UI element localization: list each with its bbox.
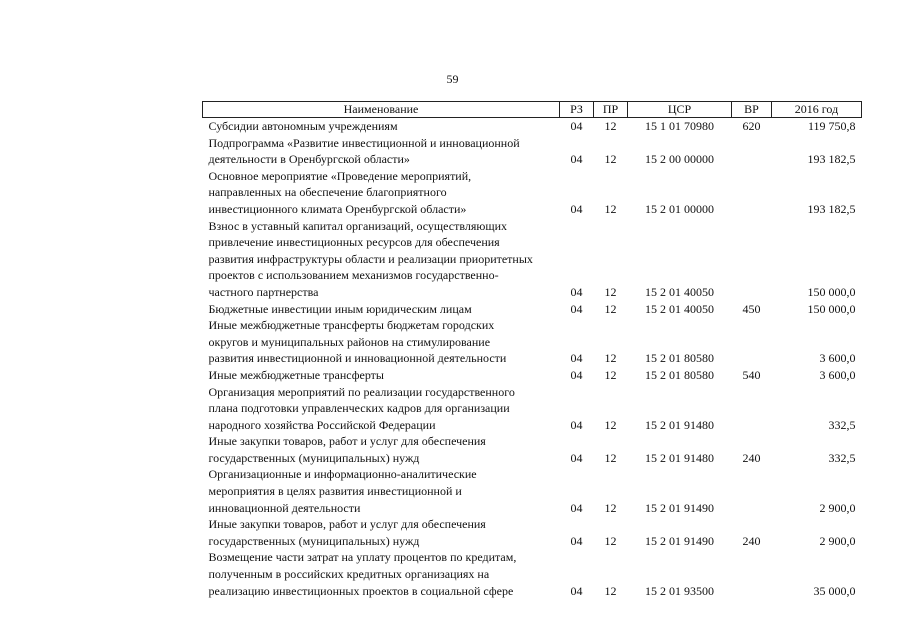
row-amount: 193 182,5 bbox=[807, 152, 856, 167]
row-name-line: государственных (муниципальных) нужд bbox=[208, 533, 420, 548]
row-amount: 35 000,0 bbox=[813, 583, 856, 598]
row-rz: 04 bbox=[570, 201, 583, 216]
row-name-line: полученным в российских кредитных организациях на bbox=[208, 567, 490, 582]
row-rz: 04 bbox=[570, 152, 583, 167]
table-row bbox=[203, 516, 862, 549]
row-name-line: частного партнерства bbox=[208, 284, 319, 299]
row-name-line: Иные закупки товаров, работ и услуг для обеспечения bbox=[208, 434, 486, 449]
row-amount: 2 900,0 bbox=[819, 533, 856, 548]
row-rz: 04 bbox=[570, 284, 583, 299]
row-amount: 3 600,0 bbox=[819, 351, 856, 366]
row-name-line: Иные межбюджетные трансферты бюджетам городских bbox=[208, 318, 495, 333]
row-name bbox=[203, 466, 560, 516]
row-amount: 119 750,8 bbox=[807, 119, 856, 133]
row-csr: 15 2 01 40050 bbox=[645, 301, 714, 316]
row-name-line: Организационные и информационно-аналитические bbox=[208, 467, 477, 482]
row-rz: 04 bbox=[570, 583, 583, 598]
page-number: 59 bbox=[446, 72, 459, 86]
row-vr: 450 bbox=[742, 301, 761, 316]
row-name-line: Иные закупки товаров, работ и услуг для обеспечения bbox=[208, 517, 486, 532]
row-name bbox=[203, 317, 560, 367]
table-row bbox=[203, 433, 862, 466]
table-row bbox=[203, 135, 862, 168]
row-csr: 15 2 01 91480 bbox=[645, 450, 714, 465]
row-vr: 240 bbox=[742, 533, 761, 548]
row-rz: 04 bbox=[570, 351, 583, 366]
row-name bbox=[203, 367, 560, 384]
row-vr: 620 bbox=[742, 119, 761, 133]
row-name-line: Субсидии автономным учреждениям bbox=[208, 119, 398, 133]
row-name bbox=[203, 135, 560, 168]
row-amount: 193 182,5 bbox=[807, 201, 856, 216]
row-rz: 04 bbox=[570, 119, 583, 133]
row-rz: 04 bbox=[570, 301, 583, 316]
row-csr: 15 2 01 91480 bbox=[645, 417, 714, 432]
row-name bbox=[203, 168, 560, 218]
row-pr: 12 bbox=[604, 351, 617, 366]
row-name-line: развития инфраструктуры области и реализации приоритетных bbox=[208, 251, 533, 266]
row-pr: 12 bbox=[604, 367, 617, 382]
row-rz: 04 bbox=[570, 417, 583, 432]
table-row bbox=[203, 168, 862, 218]
row-name-line: Возмещение части затрат на уплату процентов по кредитам, bbox=[208, 550, 517, 565]
row-amount: 332,5 bbox=[828, 450, 856, 465]
header-pr: ПР bbox=[594, 102, 628, 118]
row-name-line: инновационной деятельности bbox=[208, 500, 361, 515]
row-rz: 04 bbox=[570, 367, 583, 382]
row-name bbox=[203, 384, 560, 434]
row-name bbox=[203, 218, 560, 301]
row-amount: 150 000,0 bbox=[807, 284, 856, 299]
row-name bbox=[203, 516, 560, 549]
row-name bbox=[203, 433, 560, 466]
table-body bbox=[203, 118, 862, 600]
table-header bbox=[203, 102, 862, 118]
row-name bbox=[203, 549, 560, 599]
row-vr bbox=[732, 218, 772, 301]
row-amount: 2 900,0 bbox=[819, 500, 856, 515]
row-name-line: Организация мероприятий по реализации государственного bbox=[208, 384, 515, 399]
row-name-line: мероприятия в целях развития инвестиционной и bbox=[208, 484, 462, 499]
row-csr: 15 2 01 80580 bbox=[645, 351, 714, 366]
row-vr bbox=[732, 135, 772, 168]
row-csr: 15 2 01 00000 bbox=[645, 201, 714, 216]
row-pr: 12 bbox=[604, 152, 617, 167]
table-row bbox=[203, 466, 862, 516]
row-name-line: плана подготовки управленческих кадров для организации bbox=[208, 401, 510, 416]
table-row bbox=[203, 218, 862, 301]
row-name-line: народного хозяйства Российской Федерации bbox=[208, 417, 436, 432]
row-vr bbox=[732, 549, 772, 599]
row-name-line: государственных (муниципальных) нужд bbox=[208, 450, 420, 465]
row-csr: 15 2 01 40050 bbox=[645, 284, 714, 299]
budget-table bbox=[202, 101, 862, 599]
row-name-line: деятельности в Оренбургской области» bbox=[208, 152, 410, 167]
row-name-line: Иные межбюджетные трансферты bbox=[208, 367, 384, 382]
row-csr: 15 2 01 93500 bbox=[645, 583, 714, 598]
row-name-line: Взнос в уставный капитал организаций, осуществляющих bbox=[208, 218, 508, 233]
row-pr: 12 bbox=[604, 583, 617, 598]
table-row bbox=[203, 317, 862, 367]
row-vr bbox=[732, 168, 772, 218]
row-pr: 12 bbox=[604, 119, 617, 133]
table-row bbox=[203, 301, 862, 318]
row-name-line: проектов с использованием механизмов государственно- bbox=[208, 268, 499, 283]
row-vr bbox=[732, 317, 772, 367]
row-pr: 12 bbox=[604, 201, 617, 216]
header-vr: ВР bbox=[732, 102, 772, 118]
row-pr: 12 bbox=[604, 533, 617, 548]
row-rz: 04 bbox=[570, 450, 583, 465]
row-name-line: Основное мероприятие «Проведение мероприятий, bbox=[208, 168, 472, 183]
row-vr: 540 bbox=[742, 367, 761, 382]
row-vr bbox=[732, 384, 772, 434]
header-csr: ЦСР bbox=[628, 102, 732, 118]
row-name-line: привлечение инвестиционных ресурсов для обеспечения bbox=[208, 235, 500, 250]
row-csr: 15 1 01 70980 bbox=[645, 119, 714, 133]
row-amount: 332,5 bbox=[828, 417, 856, 432]
row-amount: 150 000,0 bbox=[807, 301, 856, 316]
row-pr: 12 bbox=[604, 450, 617, 465]
row-name-line: реализацию инвестиционных проектов в социальной сфере bbox=[208, 583, 514, 598]
row-name-line: Бюджетные инвестиции иным юридическим лицам bbox=[208, 301, 472, 316]
row-pr: 12 bbox=[604, 284, 617, 299]
row-name-line: развития инвестиционной и инновационной деятельности bbox=[208, 351, 507, 366]
row-rz: 04 bbox=[570, 500, 583, 515]
row-pr: 12 bbox=[604, 417, 617, 432]
row-pr: 12 bbox=[604, 301, 617, 316]
table-row bbox=[203, 384, 862, 434]
row-name-line: инвестиционного климата Оренбургской области» bbox=[208, 201, 467, 216]
row-name-line: направленных на обеспечение благоприятного bbox=[208, 185, 447, 200]
row-csr: 15 2 01 91490 bbox=[645, 533, 714, 548]
row-csr: 15 2 00 00000 bbox=[645, 152, 714, 167]
table-row bbox=[203, 549, 862, 599]
row-amount: 3 600,0 bbox=[819, 367, 856, 382]
header-name: Наименование bbox=[203, 102, 560, 118]
row-csr: 15 2 01 91490 bbox=[645, 500, 714, 515]
header-rz: РЗ bbox=[560, 102, 594, 118]
header-year: 2016 год bbox=[772, 102, 862, 118]
table-row bbox=[203, 367, 862, 384]
table-row bbox=[203, 118, 862, 135]
row-vr bbox=[732, 466, 772, 516]
row-name-line: Подпрограмма «Развитие инвестиционной и инновационной bbox=[208, 135, 520, 150]
row-name bbox=[203, 118, 560, 135]
row-rz: 04 bbox=[570, 533, 583, 548]
row-name bbox=[203, 301, 560, 318]
row-vr: 240 bbox=[742, 450, 761, 465]
row-csr: 15 2 01 80580 bbox=[645, 367, 714, 382]
row-pr: 12 bbox=[604, 500, 617, 515]
row-name-line: округов и муниципальных районов на стимулирование bbox=[208, 334, 491, 349]
